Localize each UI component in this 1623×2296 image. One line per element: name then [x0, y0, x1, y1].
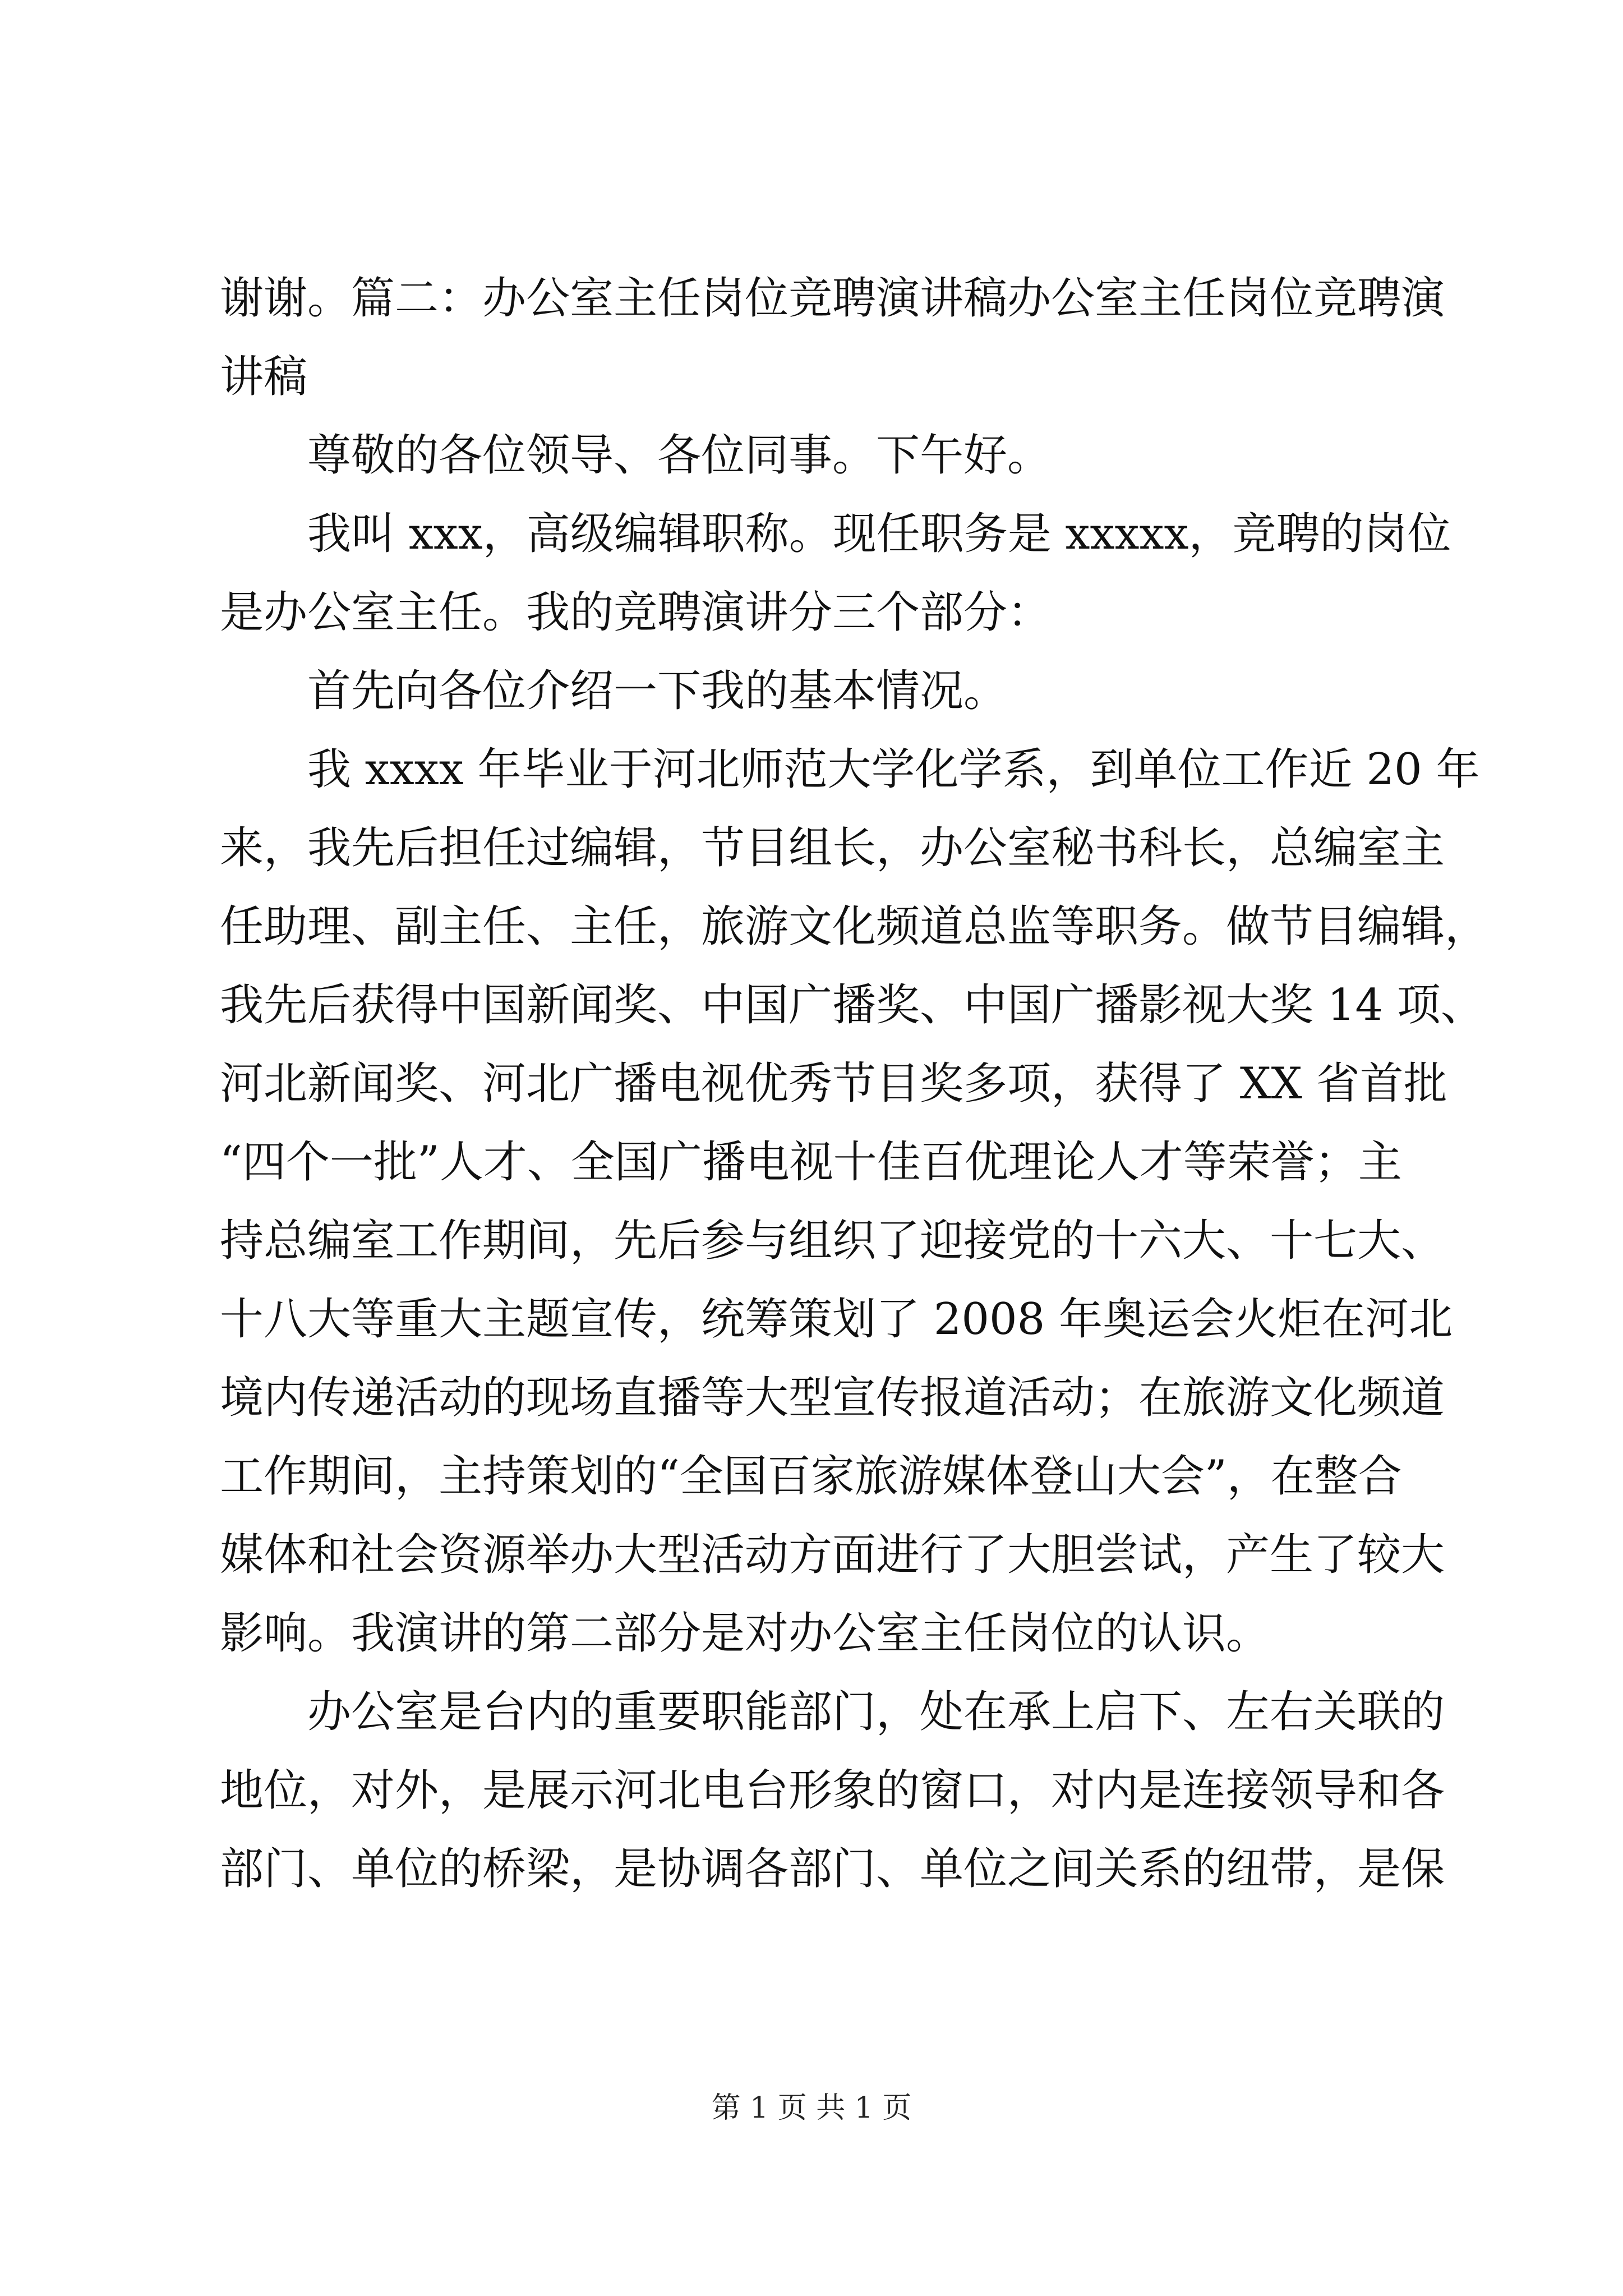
text-line: 我 xxxx 年毕业于河北师范大学化学系，到单位工作近 20 年 [307, 744, 1480, 795]
text-line: 是办公室主任。我的竞聘演讲分三个部分： [220, 587, 1052, 638]
document-body [220, 259, 1489, 1908]
text-line: 任助理、副主任、主任，旅游文化频道总监等职务。做节目编辑， [220, 901, 1489, 952]
text-line: 谢谢。篇二：办公室主任岗位竞聘演讲稿办公室主任岗位竞聘演 [220, 273, 1445, 324]
text-line: 我叫 xxx，高级编辑职称。现任职务是 xxxxx，竞聘的岗位 [307, 509, 1451, 559]
text-line: 首先向各位介绍一下我的基本情况。 [307, 666, 1008, 716]
text-line: 媒体和社会资源举办大型活动方面进行了大胆尝试，产生了较大 [220, 1530, 1445, 1580]
text-line: 地位，对外，是展示河北电台形象的窗口，对内是连接领导和各 [220, 1765, 1445, 1816]
paragraph [220, 1673, 1445, 1908]
paragraph [220, 416, 1437, 495]
text-line: 讲稿 [220, 352, 308, 402]
text-line: 工作期间，主持策划的“全国百家旅游媒体登山大会”，在整合 [220, 1451, 1402, 1502]
text-line: 境内传递活动的现场直播等大型宣传报道活动；在旅游文化频道 [220, 1373, 1445, 1423]
text-line: 十八大等重大主题宣传，统筹策划了 2008 年奥运会火炬在河北 [220, 1294, 1453, 1345]
paragraph [220, 259, 1445, 416]
page-footer: 第 1 页 共 1 页 [711, 2091, 912, 2125]
text-line: 影响。我演讲的第二部分是对办公室主任岗位的认识。 [220, 1608, 1270, 1659]
text-line: 我先后获得中国新闻奖、中国广播奖、中国广播影视大奖 14 项、 [220, 980, 1484, 1030]
text-line: 来，我先后担任过编辑，节目组长，办公室秘书科长，总编室主 [220, 823, 1445, 873]
text-line: 持总编室工作期间，先后参与组织了迎接党的十六大、十七大、 [220, 1216, 1445, 1266]
paragraph [220, 730, 1489, 1673]
paragraph [220, 495, 1451, 652]
paragraph [220, 652, 1437, 730]
text-line: 部门、单位的桥梁，是协调各部门、单位之间关系的纽带，是保 [220, 1844, 1445, 1894]
text-line: 办公室是台内的重要职能部门，处在承上启下、左右关联的 [307, 1687, 1445, 1737]
text-line: 尊敬的各位领导、各位同事。下午好。 [307, 430, 1052, 481]
text-line: “四个一批”人才、全国广播电视十佳百优理论人才等荣誉；主 [220, 1137, 1402, 1188]
text-line: 河北新闻奖、河北广播电视优秀节目奖多项，获得了 XX 省首批 [220, 1059, 1447, 1109]
